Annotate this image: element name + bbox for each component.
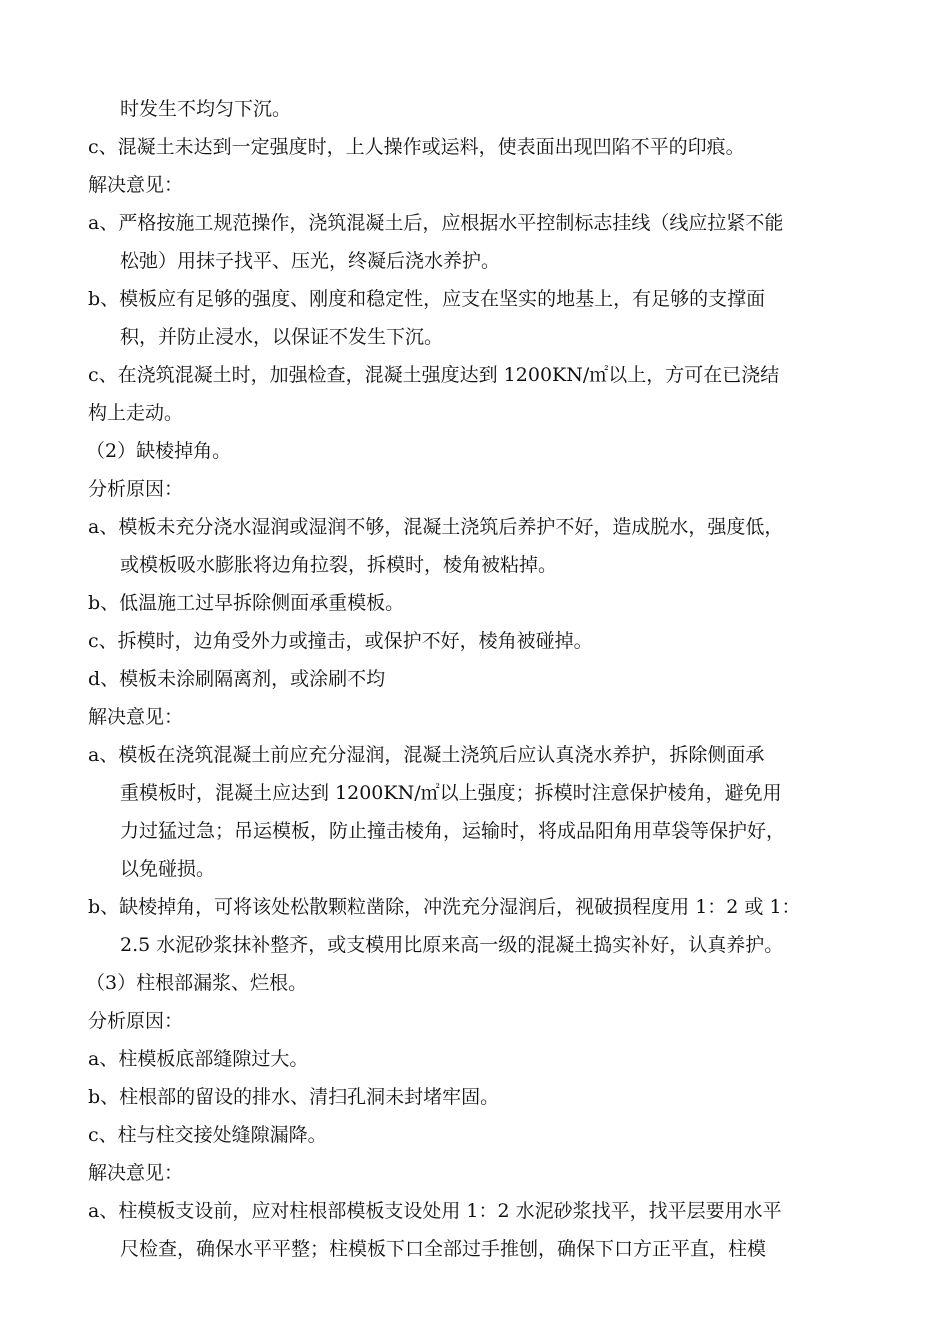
text-line-13: 或模板吸水膨胀将边角拉裂，拆模时，棱角被粘掉。 — [120, 554, 558, 576]
text-line-2: c、混凝土未达到一定强度时，上人操作或运料，使表面出现凹陷不平的印痕。 — [88, 136, 745, 158]
text-line-22: b、缺棱掉角，可将该处松散颗粒凿除，冲洗充分湿润后，视破损程度用 1：2 或 1： — [88, 896, 801, 918]
section-heading-2: （2）缺棱掉角。 — [86, 440, 232, 462]
text-line-28: c、柱与柱交接处缝隙漏降。 — [88, 1124, 327, 1146]
section-heading-3: （3）柱根部漏浆、烂根。 — [86, 972, 308, 994]
text-line-31: 尺检查，确保水平平整；柱模板下口全部过手推刨，确保下口方正平直，柱模 — [120, 1238, 767, 1260]
text-line-14: b、低温施工过早拆除侧面承重模板。 — [88, 592, 405, 614]
text-line-19: 重模板时，混凝土应达到 1200KN/㎡以上强度；拆模时注意保护棱角，避免用 — [120, 782, 782, 804]
text-line-6: b、模板应有足够的强度、刚度和稳定性，应支在坚实的地基上，有足够的支撑面 — [88, 288, 766, 310]
text-line-18: a、模板在浇筑混凝土前应充分湿润，混凝土浇筑后应认真浇水养护，拆除侧面承 — [88, 744, 765, 766]
text-line-30: a、柱模板支设前，应对柱根部模板支设处用 1：2 水泥砂浆找平，找平层要用水平 — [88, 1200, 782, 1222]
text-line-7: 积，并防止浸水，以保证不发生下沉。 — [120, 326, 444, 348]
text-line-27: b、柱根部的留设的排水、清扫孔洞未封堵牢固。 — [88, 1086, 500, 1108]
text-line-12: a、模板未充分浇水湿润或湿润不够，混凝土浇筑后养护不好，造成脱水，强度低， — [88, 516, 784, 538]
text-line-15: c、拆模时，边角受外力或撞击，或保护不好，棱角被碰掉。 — [88, 630, 593, 652]
text-line-9: 构上走动。 — [88, 402, 184, 424]
text-line-26: a、柱模板底部缝隙过大。 — [88, 1048, 309, 1070]
section-heading-analysis: 分析原因： — [88, 478, 184, 500]
section-heading-solution: 解决意见： — [88, 1162, 184, 1184]
text-line-4: a、严格按施工规范操作，浇筑混凝土后，应根据水平控制标志挂线（线应拉紧不能 — [88, 212, 784, 234]
text-line-23: 2.5 水泥砂浆抹补整齐，或支模用比原来高一级的混凝土捣实补好，认真养护。 — [120, 934, 784, 956]
section-heading-analysis: 分析原因： — [88, 1010, 184, 1032]
section-heading-solution: 解决意见： — [88, 174, 184, 196]
text-line-5: 松弛）用抹子找平、压光，终凝后浇水养护。 — [120, 250, 501, 272]
section-heading-solution: 解决意见： — [88, 706, 184, 728]
text-line-20: 力过猛过急；吊运模板，防止撞击棱角，运输时，将成品阳角用草袋等保护好， — [120, 820, 786, 842]
text-line-21: 以免碰损。 — [120, 858, 216, 880]
text-line-8: c、在浇筑混凝土时，加强检查，混凝土强度达到 1200KN/㎡以上，方可在已浇结 — [88, 364, 780, 386]
text-line-1: 时发生不均匀下沉。 — [120, 98, 292, 120]
text-line-16: d、模板未涂刷隔离剂，或涂刷不均 — [88, 668, 386, 690]
